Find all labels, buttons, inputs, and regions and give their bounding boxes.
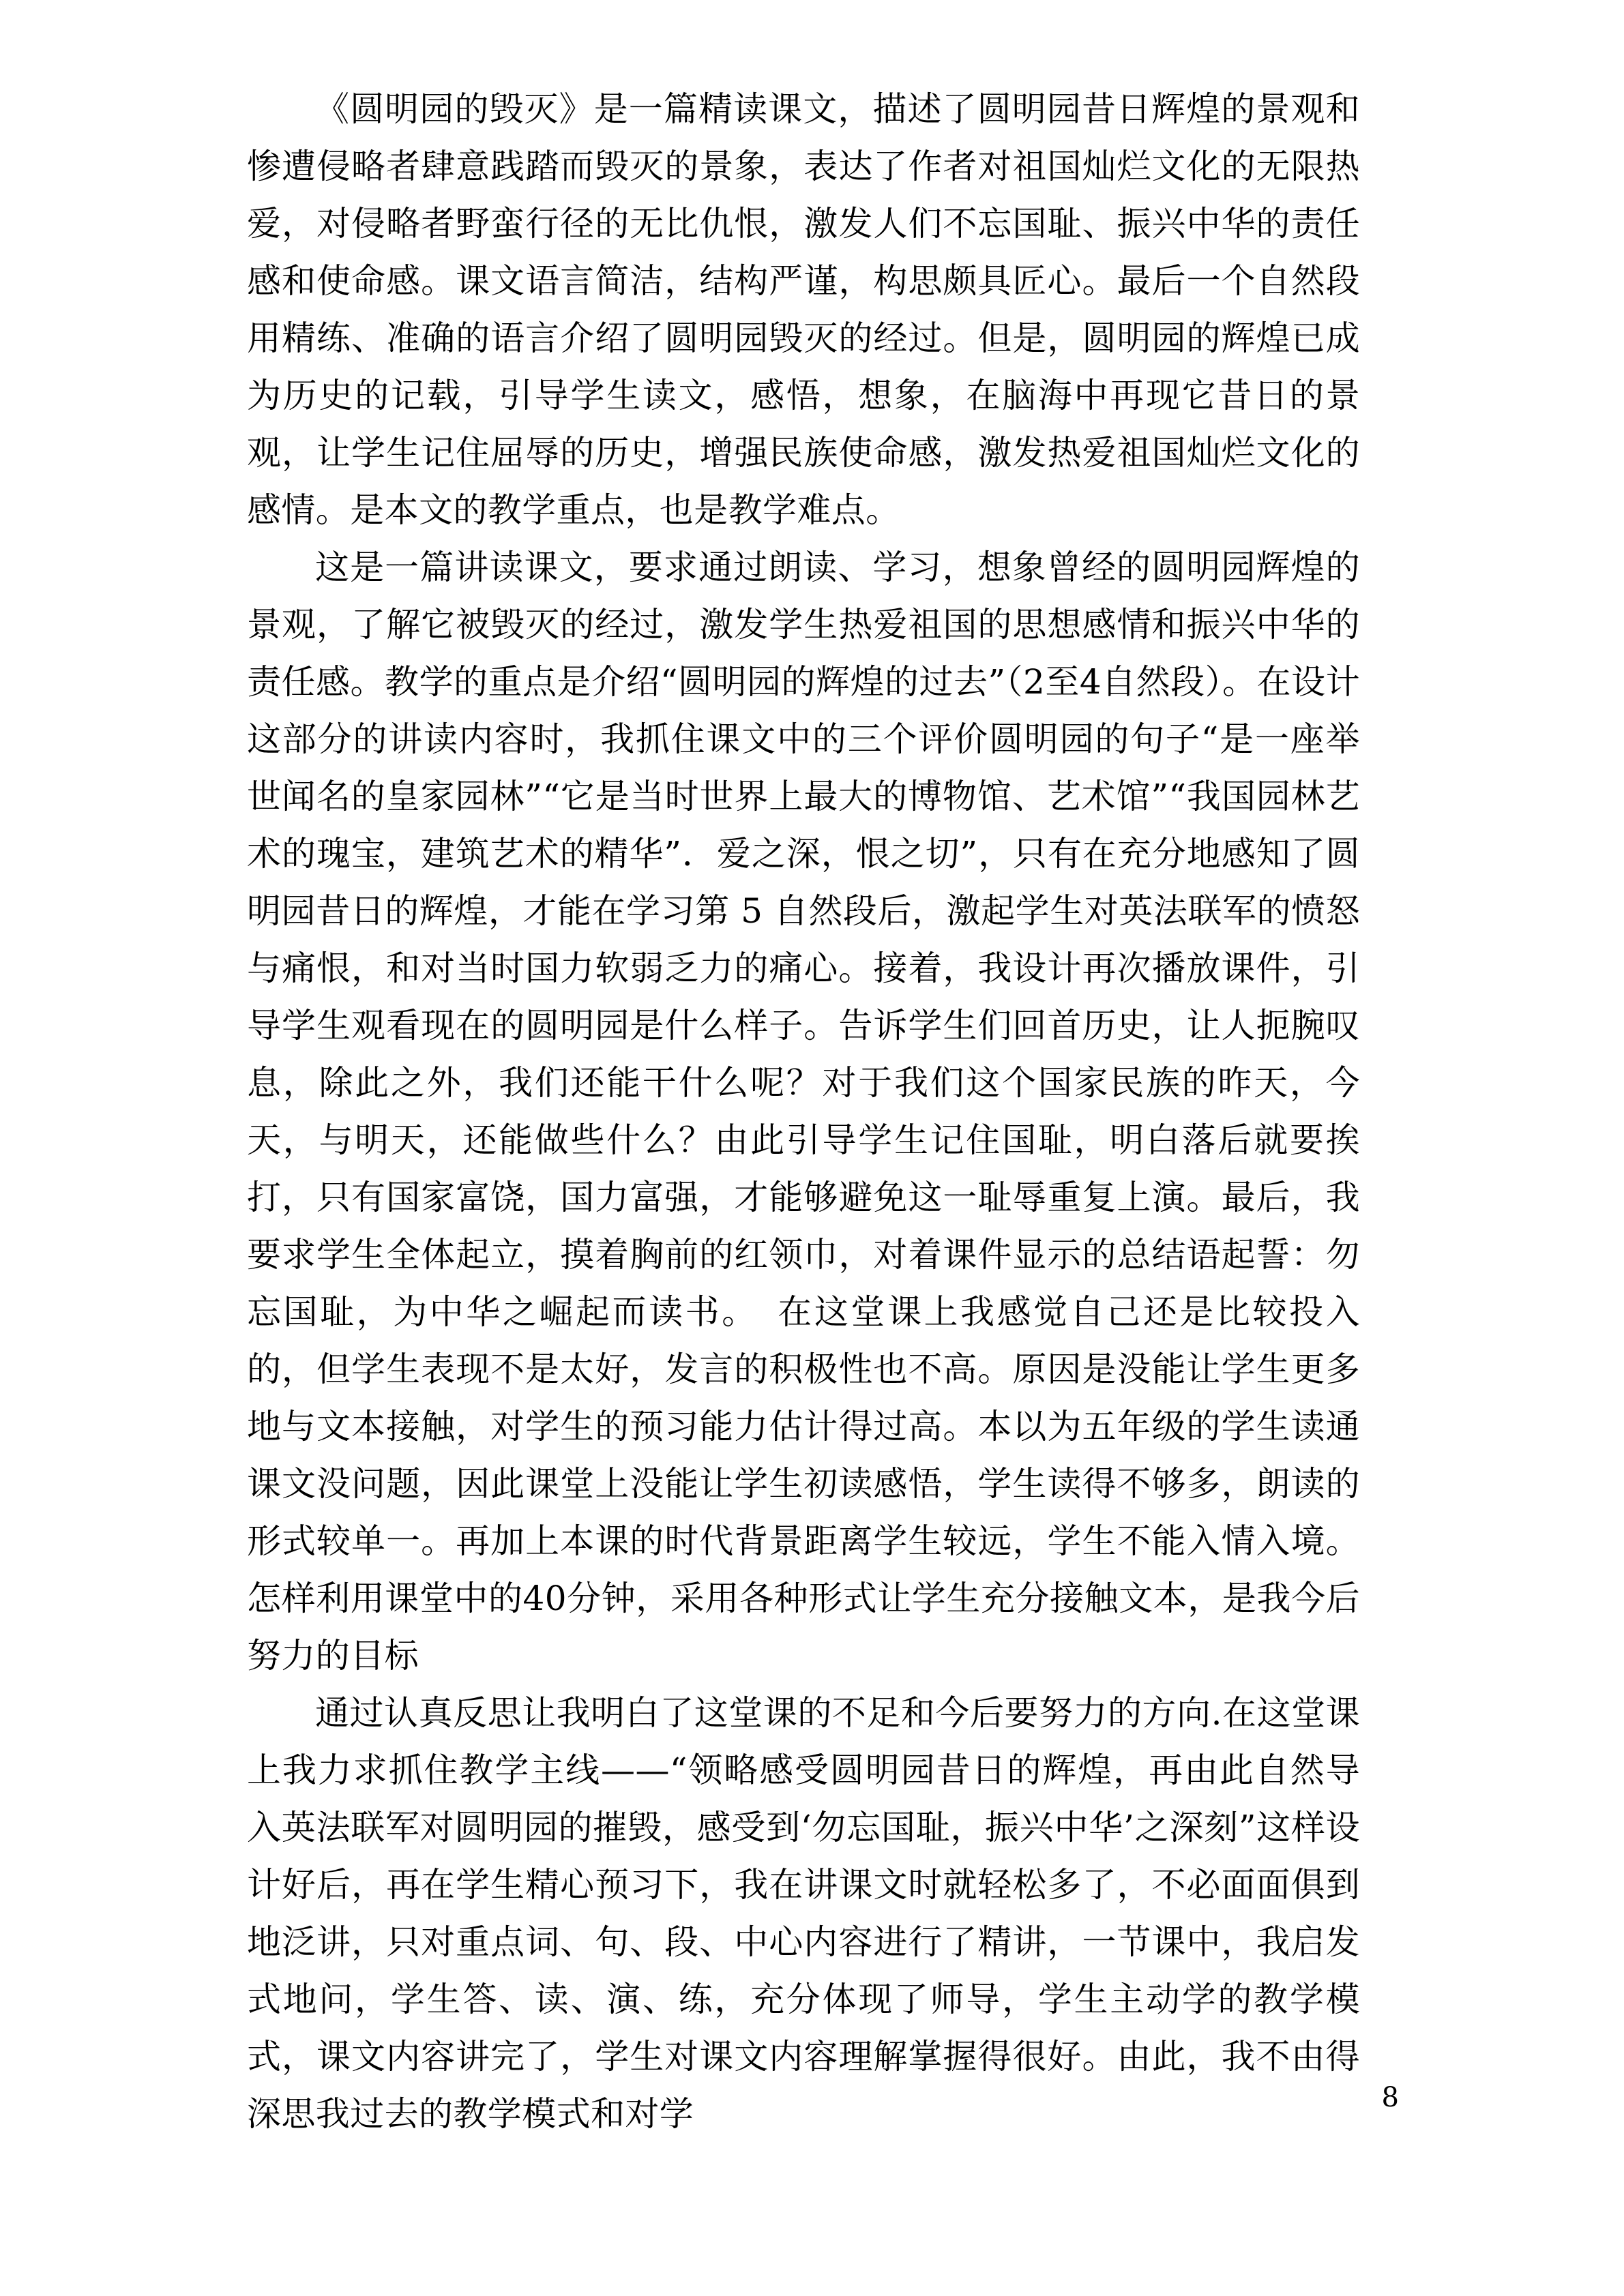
paragraph-1: 《圆明园的毁灭》是一篇精读课文，描述了圆明园昔日辉煌的景观和惨遭侵略者肆意践踏而毁灭的景象，表达了作者对祖国灿烂文化的无限热爱，对侵略者野蛮行径的无比仇恨，激发人们不忘国耻、振兴中华的责任感和使命感。课文语言简洁，结构严谨，构思颇具匠心。最后一个自然段用精练、准确的语言介绍了圆明园毁灭的经过。但是，圆明园的辉煌已成为历史的记载，引导学生读文，感悟，想象，在脑海中再现它昔日的景观，让学生记住屈辱的历史，增强民族使命感，激发热爱祖国灿烂文化的感情。是本文的教学重点，也是教学难点。 bbox=[247, 89, 1360, 530]
paragraph-2: 这是一篇讲读课文，要求通过朗读、学习，想象曾经的圆明园辉煌的景观，了解它被毁灭的经过，激发学生热爱祖国的思想感情和振兴中华的责任感。教学的重点是介绍“圆明园的辉煌的过去”（2至4自然段）。在设计这部分的讲读内容时，我抓住课文中的三个评价圆明园的句子“是一座举世闻名的皇家园林”“它是当时世界上最大的博物馆、艺术馆”“我国园林艺术的瑰宝，建筑艺术的精华”．爱之深，恨之切”，只有在充分地感知了圆明园昔日的辉煌，才能在学习第 5 自然段后，激起学生对英法联军的愤怒与痛恨，和对当时国力软弱乏力的痛心。接着，我设计再次播放课件，引导学生观看现在的圆明园是什么样子。告诉学生们回首历史，让人扼腕叹息，除此之外，我们还能干什么呢？对于我们这个国家民族的昨天，今天，与明天，还能做些什么？由此引导学生记住国耻，明白落后就要挨打，只有国家富饶，国力富强，才能够避免这一耻辱重复上演。最后，我要求学生全体起立，摸着胸前的红领巾，对着课件显示的总结语起誓：勿忘国耻，为中华之崛起而读书。 在这堂课上我感觉自己还是比较投入的，但学生表现不是太好，发言的积极性也不高。原因是没能让学生更多地与文本接触，对学生的预习能力估计得过高。本以为五年级的学生读通课文没问题，因此课堂上没能让学生初读感悟，学生读得不够多，朗读的形式较单一。再加上本课的时代背景距离学生较远，学生不能入情入境。怎样利用课堂中的40分钟，采用各种形式让学生充分接触文本，是我今后努力的目标 bbox=[247, 548, 1360, 1675]
document-body bbox=[247, 80, 1360, 2143]
paragraph-3: 通过认真反思让我明白了这堂课的不足和今后要努力的方向.在这堂课上我力求抓住教学主线——“领略感受圆明园昔日的辉煌，再由此自然导入英法联军对圆明园的摧毁，感受到‘勿忘国耻，振兴中华’之深刻”这样设计好后，再在学生精心预习下，我在讲课文时就轻松多了，不必面面俱到地泛讲，只对重点词、句、段、中心内容进行了精讲，一节课中，我启发式地问，学生答、读、演、练，充分体现了师导，学生主动学的教学模式，课文内容讲完了，学生对课文内容理解掌握得很好。由此，我不由得深思我过去的教学模式和对学 bbox=[247, 1693, 1360, 2134]
page-number: 8 bbox=[1381, 2082, 1399, 2113]
